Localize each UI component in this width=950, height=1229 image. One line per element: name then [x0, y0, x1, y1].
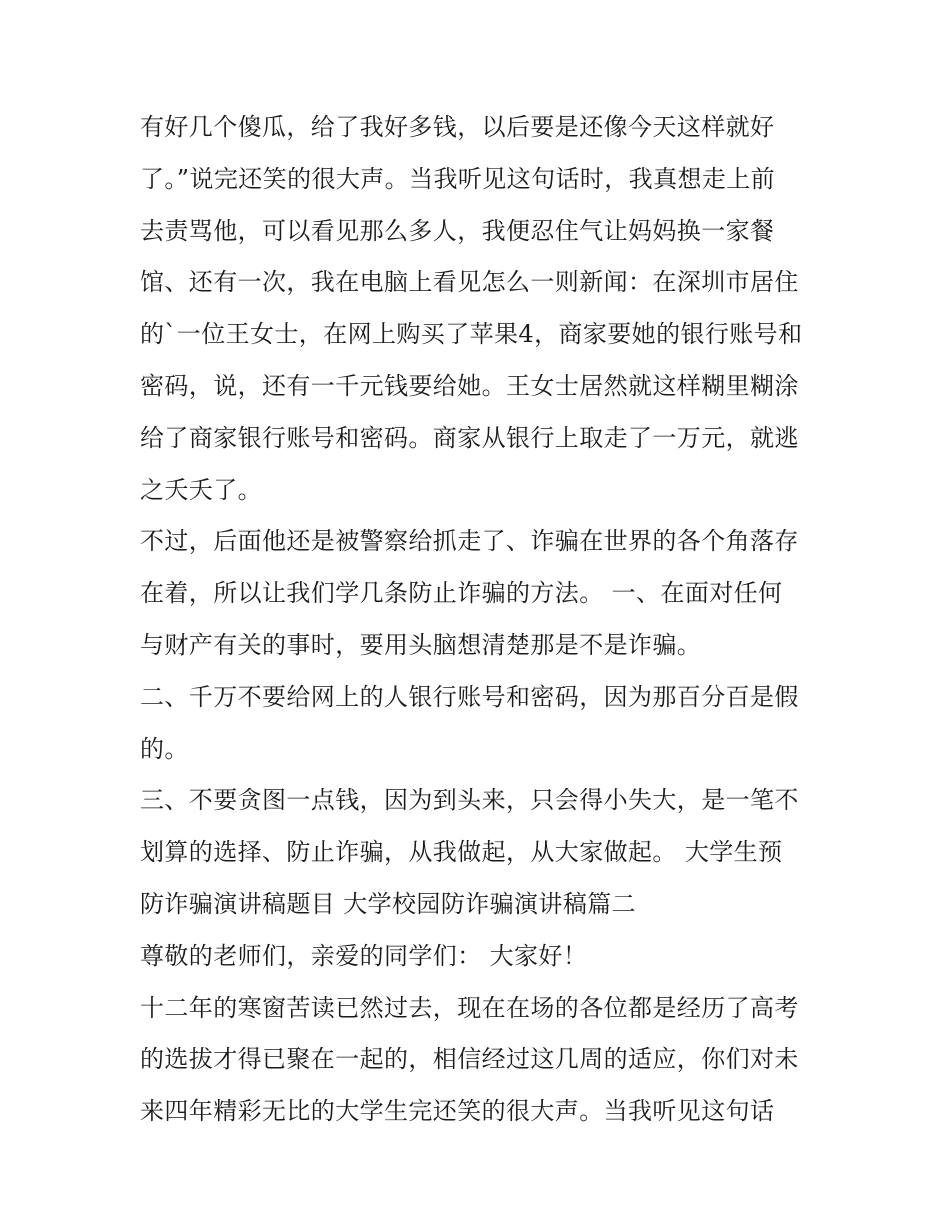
text-line: 的选拔才得已聚在一起的，相信经过这几周的适应，你们对未 — [140, 1045, 799, 1074]
text-line: 二、千万不要给网上的人银行账号和密码，因为那百分百是假 — [140, 682, 799, 711]
text-line: 了。”说完还笑的很大声。当我听见这句话时，我真想走上前 — [140, 164, 776, 193]
text-line: 尊敬的老师们，亲爱的同学们： 大家好！ — [140, 941, 588, 970]
text-line: 三、不要贪图一点钱，因为到头来，只会得小失大，是一笔不 — [140, 786, 799, 815]
text-line: 去责骂他，可以看见那么多人，我便忍住气让妈妈换一家餐 — [140, 216, 775, 245]
text-line: 的`一位王女士，在网上购买了苹果4，商家要她的银行账号和 — [140, 320, 803, 349]
text-line: 来四年精彩无比的大学生完还笑的很大声。当我听见这句话 — [140, 1097, 775, 1126]
text-line: 防诈骗演讲稿题目 大学校园防诈骗演讲稿篇二 — [140, 889, 637, 918]
text-line: 划算的选择、防止诈骗，从我做起，从大家做起。 大学生预 — [140, 838, 783, 867]
text-line: 有好几个傻瓜，给了我好多钱，以后要是还像今天这样就好 — [140, 113, 775, 141]
text-line: 与财产有关的事时，要用头脑想清楚那是不是诈骗。 — [140, 630, 702, 659]
text-line: 馆、还有一次，我在电脑上看见怎么一则新闻：在深圳市居住 — [140, 268, 799, 297]
body-text — [140, 102, 820, 1138]
text-line: 密码，说，还有一千元钱要给她。王女士居然就这样糊里糊涂 — [140, 371, 799, 400]
text-line: 的。 — [140, 734, 189, 763]
text-line: 不过，后面他还是被警察给抓走了、诈骗在世界的各个角落存 — [140, 527, 799, 556]
text-line: 十二年的寒窗苦读已然过去，现在在场的各位都是经历了高考 — [140, 993, 799, 1022]
text-line: 给了商家银行账号和密码。商家从银行上取走了一万元，就逃 — [140, 423, 799, 452]
text-line: 之夭夭了。 — [140, 475, 262, 504]
text-line: 在着，所以让我们学几条防止诈骗的方法。 一、在面对任何 — [140, 579, 783, 608]
